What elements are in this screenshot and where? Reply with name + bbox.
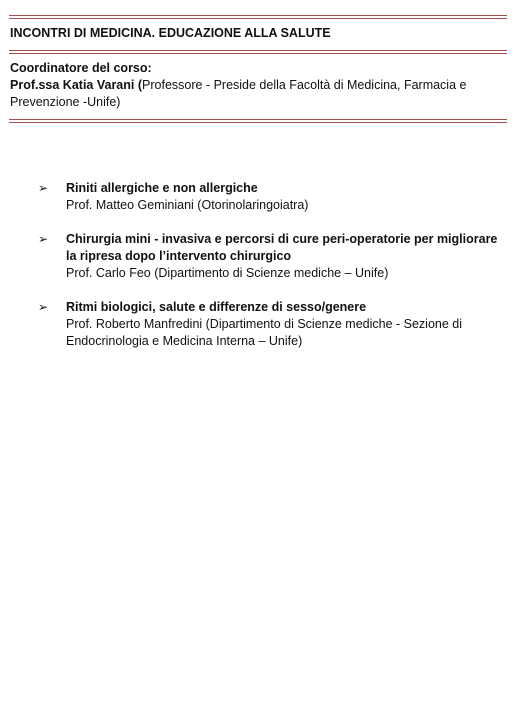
arrowhead-bullet-icon: ➢	[38, 300, 49, 314]
arrowhead-bullet-icon: ➢	[38, 181, 49, 195]
lecture-speaker: Prof. Carlo Feo (Dipartimento di Scienze mediche – Unife)	[66, 266, 389, 280]
lecture-title: Chirurgia mini - invasiva e percorsi di cure peri-operatorie per migliorare la ripresa dopo l’intervento chirurgico	[66, 232, 498, 263]
top-double-rule	[9, 15, 507, 19]
list-item	[38, 299, 508, 350]
title-double-rule	[9, 50, 507, 54]
lecture-title: Riniti allergiche e non allergiche	[66, 181, 258, 195]
coordinator-name: Prof.ssa Katia Varani (	[10, 78, 143, 92]
arrowhead-bullet-icon: ➢	[38, 232, 49, 246]
coordinator-role: Professore - Preside della Facoltà di Medicina, Farmacia e Prevenzione -Unife)	[10, 78, 467, 109]
coordinator-block	[10, 60, 500, 111]
lecture-title: Ritmi biologici, salute e differenze di sesso/genere	[66, 300, 367, 314]
coordinator-double-rule	[9, 119, 507, 123]
list-item	[38, 180, 508, 214]
document-title: INCONTRI DI MEDICINA. EDUCAZIONE ALLA SALUTE	[10, 26, 331, 40]
lecture-speaker: Prof. Roberto Manfredini (Dipartimento di Scienze mediche - Sezione di Endocrinologia e Medicina Interna – Unife)	[66, 317, 463, 348]
coordinator-label: Coordinatore del corso:	[10, 61, 152, 75]
lecture-list	[38, 180, 508, 367]
list-item	[38, 231, 508, 282]
lecture-speaker: Prof. Matteo Geminiani (Otorinolaringoiatra)	[66, 198, 309, 212]
